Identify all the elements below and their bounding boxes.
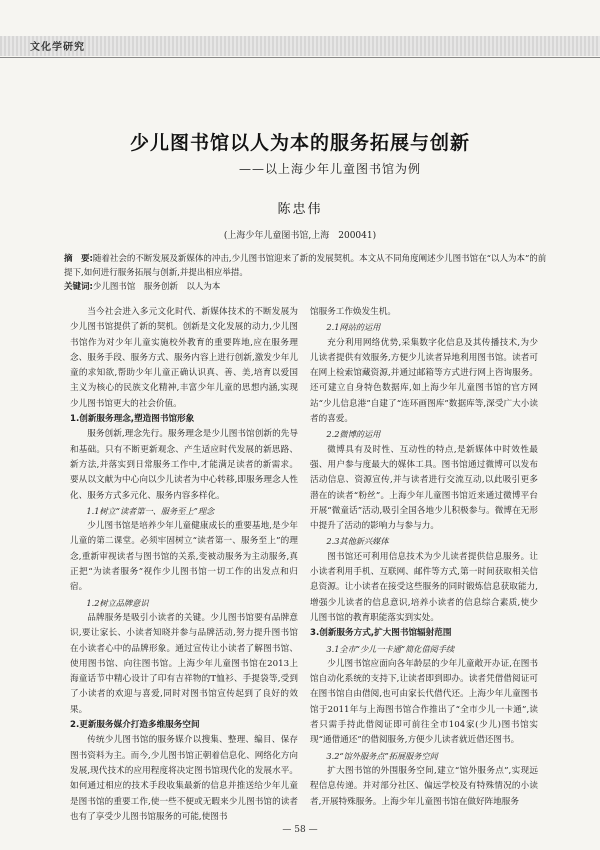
section-heading: 1.创新服务理念,塑造图书馆形象 <box>70 414 195 425</box>
paragraph: 服务创新,理念先行。服务理念是少儿图书馆创新的先导和基础。只有不断更新观念、产生适应时代发展的新思路、新方法,并落实到日常服务工作中,才能满足读者的新需求。要从以文献为中心向以少儿读者为中心转移,即服务理念人性化、服务方式多元化、服务内容多样化。 <box>70 429 298 501</box>
journal-section-label: 文化学研究 <box>30 42 85 53</box>
paragraph: 少儿图书馆应面向各年龄层的少年儿童敞开办证,在图书馆自动化系统的支持下,让读者即到即办。读者凭借借阅证可在图书馆自由借阅,也可由家长代借代还。上海少年儿童图书馆于2011年与上海图书馆合作推出了“全市少儿一卡通”,读者只需手持此借阅证即可前往全市104家(少儿)图书馆实现“通借通还”的借阅服务,方便少儿读者就近借还图书。 <box>310 658 538 746</box>
paragraph: 少儿图书馆是培养少年儿童健康成长的重要基地,是少年儿童的第二课堂。必须牢固树立“读者第一、服务至上”的理念,重新审视读者与图书馆的关系,变被动服务为主动服务,真正把“为读者服务”视作少儿图书馆一切工作的出发点和归宿。 <box>70 521 298 593</box>
section-heading: 2.更新服务媒介打造多维服务空间 <box>70 720 200 731</box>
paragraph: 微博具有及时性、互动性的特点,是新媒体中时效性最强、用户参与度最大的媒体工具。图书馆通过微博可以发布活动信息、资源宣传,并与读者进行交流互动,以此吸引更多潜在的读者“粉丝”。上海少年儿童图书馆近来通过微博平台开展“微童话”活动,吸引全国各地少儿积极参与。微博在无形中提升了活动的影响力与参与力。 <box>310 444 538 532</box>
running-header <box>0 0 600 58</box>
page-number: — 58 — <box>282 825 318 835</box>
subsection-heading: 2.1网站的运用 <box>326 322 381 333</box>
header-rule <box>0 57 600 58</box>
header-band <box>0 36 600 56</box>
article-subtitle: ——以上海少年儿童图书馆为例 <box>238 162 421 176</box>
abstract-label: 摘 要: <box>64 254 93 264</box>
left-column <box>70 305 298 825</box>
paragraph: 传统少儿图书馆的服务媒介以搜集、整理、编目、保存图书资料为主。而今,少儿图书馆正朝着信息化、网络化方向发展,现代技术的应用程度将决定图书馆现代化的发展水平。如何通过相应的技术手段收集最新的信息并推送给少年儿童是图书馆的重要工作,使一些不便或无暇来少儿图书馆的读者也有了享受少儿图书馆服务的可能,使图书 <box>70 735 298 822</box>
keywords <box>64 280 554 294</box>
keywords-text: 少儿图书馆 服务创新 以人为本 <box>92 282 221 292</box>
subsection-heading: 2.3其他新兴媒体 <box>326 536 389 547</box>
paragraph: 品牌服务是吸引小读者的关键。少儿图书馆要有品牌意识,要让家长、小读者知晓并参与品牌活动,努力提升图书馆在小读者心中的品牌形象。通过宣传让小读者了解图书馆、使用图书馆、向往图书馆。上海少年儿童图书馆在2013上海童话节中精心设计了印有吉祥物的T恤衫、手提袋等,受到了小读者的欢迎与喜爱,同时对图书馆宣传起到了良好的效果。 <box>70 612 298 715</box>
subsection-heading: 1.2树立品牌意识 <box>86 597 149 608</box>
subsection-heading: 3.1全市“少儿一卡通”简化借阅手续 <box>326 643 455 654</box>
paragraph: 图书馆还可利用信息技术为少儿读者提供信息服务。让小读者利用手机、互联网、邮件等方式,第一时间获取相关信息资源。让小读者在接受这些服务的同时锻炼信息获取能力,增强少儿读者的信息意识,培养小读者的信息综合素质,使少儿图书馆的教育职能落实到实处。 <box>310 551 538 623</box>
paragraph: 馆服务工作焕发生机。 <box>310 307 396 317</box>
paragraph: 充分利用网络优势,采集数字化信息及其传播技术,为少儿读者提供有效服务,方便少儿读者异地利用图书馆。读者可在网上检索馆藏资源,并通过邮箱等方式进行网上咨询服务。还可建立自身特色数据库,如上海少年儿童图书馆的官方网站“少儿信息港”自建了“连环画图库”数据库等,深受广大小读者的喜爱。 <box>310 337 538 425</box>
right-column <box>310 305 538 810</box>
article-title: 少儿图书馆以人为本的服务拓展与创新 <box>129 132 470 154</box>
paragraph: 扩大图书馆的外围服务空间,建立“馆外服务点”,实现远程信息传递。并对部分社区、偏远学校及有特殊情况的小读者,开展特殊服务。上海少年儿童图书馆在做好阵地服务 <box>310 765 538 807</box>
author-name: 陈忠伟 <box>277 202 323 217</box>
subsection-heading: 2.2微博的运用 <box>326 429 381 440</box>
author-affiliation: (上海少年儿童图书馆,上海 200041) <box>223 231 377 241</box>
section-heading: 3.创新服务方式,扩大图书馆辐射范围 <box>310 628 452 639</box>
abstract-text: 随着社会的不断发展及新媒体的冲击,少儿图书馆迎来了新的发展契机。本文从不同角度阐述少儿图书馆在“以人为本”的前提下,如何进行服务拓展与创新,并提出相应举措。 <box>64 254 547 278</box>
subsection-heading: 3.2“馆外服务点”拓展服务空间 <box>326 750 438 761</box>
keywords-label: 关键词: <box>64 282 93 292</box>
paragraph: 当今社会进入多元文化时代、新媒体技术的不断发展为少儿图书馆提供了新的契机。创新是文化发展的动力,少儿图书馆作为对少年儿童实施校外教育的重要阵地,应在服务理念、服务手段、服务方式、服务内容上进行创新,激发少年儿童的求知欲,帮助少年儿童正确认识真、善、美,培育以爱国主义为核心的民族文化精神,丰富少年儿童的思想内涵,实现少儿图书馆更大的社会价值。 <box>70 307 298 409</box>
subsection-heading: 1.1树立“读者第一、服务至上”理念 <box>86 505 215 516</box>
abstract <box>64 252 554 280</box>
